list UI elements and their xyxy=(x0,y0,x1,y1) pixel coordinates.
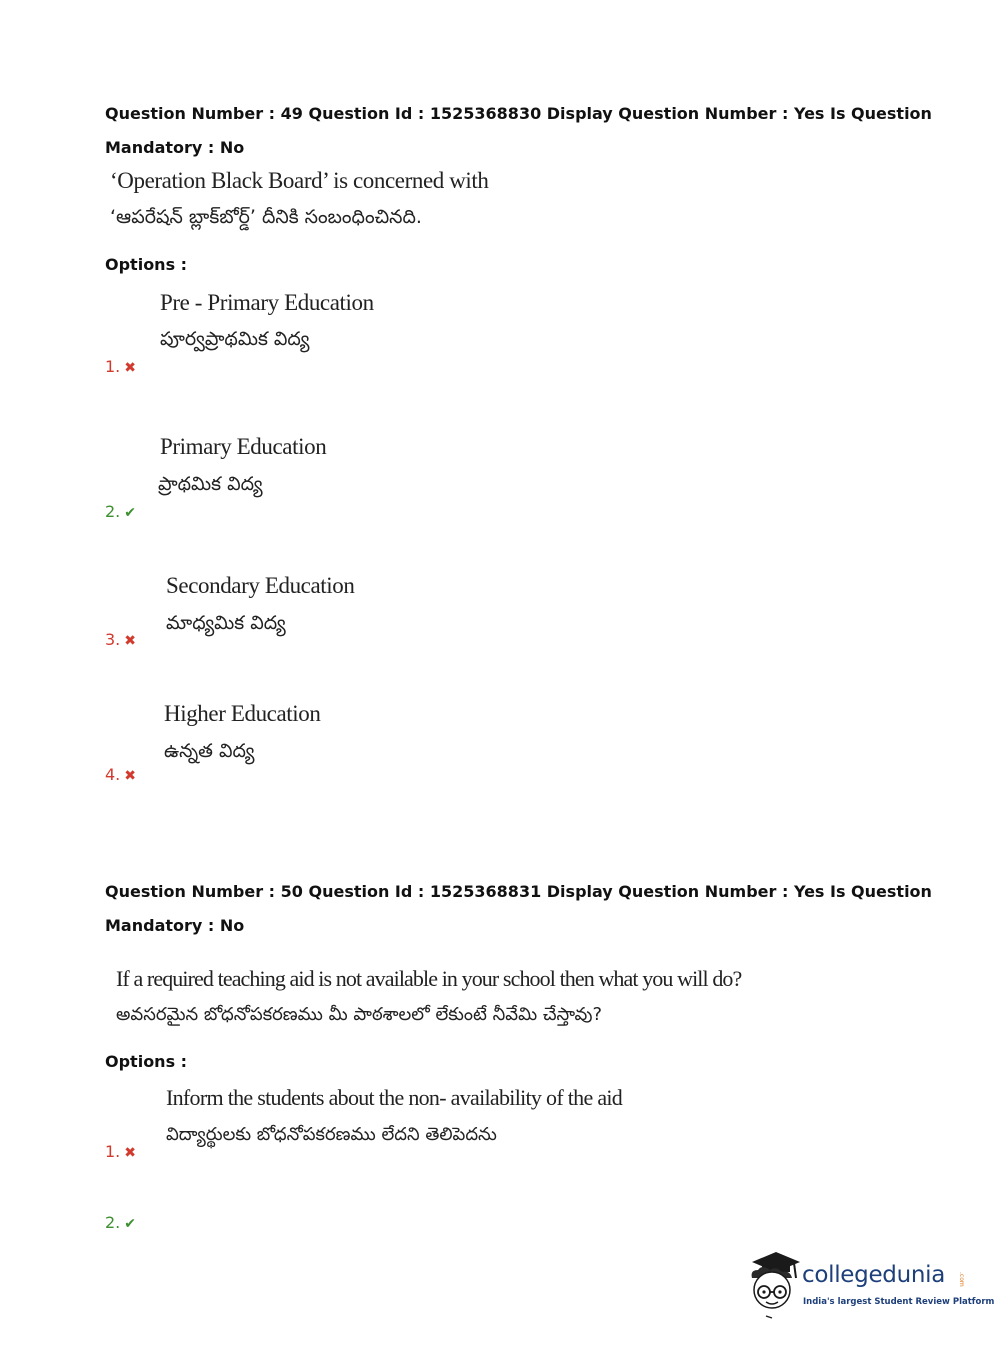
check-mark-icon: ✔ xyxy=(124,505,136,521)
question-50-text-te: అవసరమైన బోధనోపకరణము మీ పాఠశాలలో లేకుంటే నీవేమి చేస్తావు? xyxy=(116,1004,603,1025)
q50-option-1-number xyxy=(105,1142,136,1161)
option-number-label: 3. xyxy=(105,630,121,649)
wrong-mark-icon: ✖ xyxy=(124,360,136,376)
option-number-label: 1. xyxy=(105,1142,121,1161)
q50-option-1-text-en: Inform the students about the non- availability of the aid xyxy=(166,1085,623,1110)
question-50-text-en: If a required teaching aid is not available in your school then what you will do? xyxy=(116,966,742,991)
question-49-header-line1: Question Number : 49 Question Id : 1525368830 Display Question Number : Yes Is Question xyxy=(105,104,932,123)
option-number-label: 4. xyxy=(105,765,121,784)
q49-option-3-text-en: Secondary Education xyxy=(166,573,355,598)
question-49-options-label: Options : xyxy=(105,255,188,274)
mascot-icon xyxy=(742,1248,804,1320)
q49-option-2-number xyxy=(105,502,136,521)
option-number-label: 2. xyxy=(105,502,121,521)
q49-option-4-text-te: ఉన్నత విద్య xyxy=(164,740,255,762)
q50-option-2-number xyxy=(105,1213,136,1232)
q49-option-2-text-en: Primary Education xyxy=(160,434,327,459)
logo-tagline: India's largest Student Review Platform xyxy=(803,1297,995,1307)
check-mark-icon: ✔ xyxy=(124,1216,136,1232)
wrong-mark-icon: ✖ xyxy=(124,768,136,784)
option-number-label: 2. xyxy=(105,1213,121,1232)
question-49-header-line2: Mandatory : No xyxy=(105,138,245,157)
wrong-mark-icon: ✖ xyxy=(124,633,136,649)
q49-option-1-text-en: Pre - Primary Education xyxy=(160,290,374,315)
q49-option-1-text-te: పూర్వప్రాథమిక విద్య xyxy=(160,328,310,350)
question-50-header-line2: Mandatory : No xyxy=(105,916,245,935)
wrong-mark-icon: ✖ xyxy=(124,1145,136,1161)
q50-option-1-text-te: విద్యార్థులకు బోధనోపకరణము లేదని తెలిపెదను xyxy=(166,1124,497,1145)
collegedunia-logo xyxy=(742,1248,995,1320)
q49-option-2-text-te: ప్రాథమిక విద్య xyxy=(158,473,263,495)
q49-option-3-text-te: మాధ్యమిక విద్య xyxy=(166,612,286,634)
q49-option-4-number xyxy=(105,765,136,784)
option-number-label: 1. xyxy=(105,357,121,376)
q49-option-4-text-en: Higher Education xyxy=(164,701,321,726)
question-50-options-label: Options : xyxy=(105,1052,188,1071)
q49-option-3-number xyxy=(105,630,136,649)
question-49-text-te: ‘ఆపరేషన్ బ్లాక్‌బోర్డ్’ దీనికి సంబంధించినది. xyxy=(110,206,422,228)
question-50-header-line1: Question Number : 50 Question Id : 1525368831 Display Question Number : Yes Is Question xyxy=(105,882,932,901)
q49-option-1-number xyxy=(105,357,136,376)
question-49-text-en: ‘Operation Black Board’ is concerned with xyxy=(110,168,489,193)
logo-wordmark: collegedunia xyxy=(802,1262,946,1288)
logo-domain-suffix: .com xyxy=(958,1272,965,1287)
